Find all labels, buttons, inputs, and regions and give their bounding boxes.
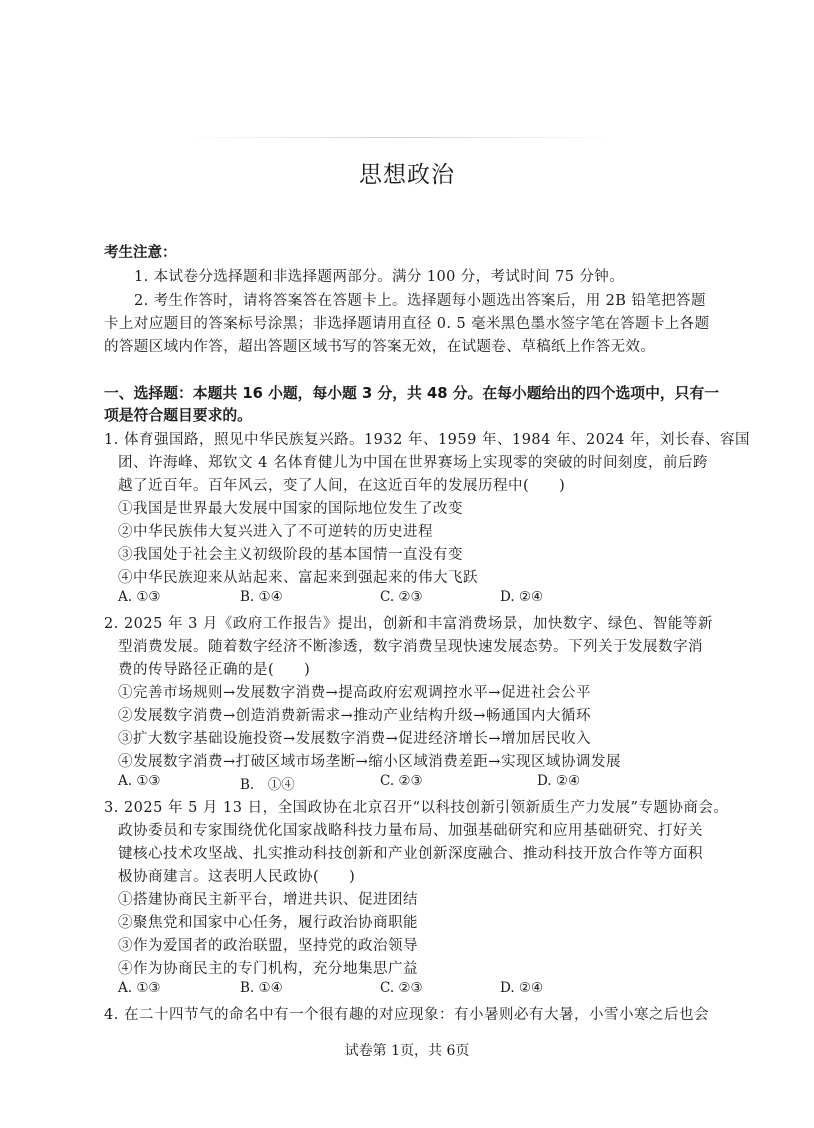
question-2-choice-b: B. ①④: [240, 777, 295, 793]
question-2-item: ③扩大数字基础设施投资→发展数字消费→促进经济增长→增加居民收入: [118, 731, 591, 747]
question-2-item: ①完善市场规则→发展数字消费→提高政府宏观调控水平→促进社会公平: [118, 685, 591, 701]
question-3-stem: 极协商建言。这表明人民政协( ): [118, 869, 356, 885]
question-3-item: ①搭建协商民主新平台，增进共识、促进团结: [118, 892, 418, 908]
question-1-choice-b: B. ①④: [240, 589, 283, 605]
question-1-choice-c: C. ②③: [380, 589, 423, 605]
question-2-item: ④发展数字消费→打破区域市场垄断→缩小区域消费差距→实现区域协调发展: [118, 754, 621, 770]
question-2-choice-a: A. ①③: [118, 773, 161, 789]
section-heading-cont: 项是符合题目要求的。: [104, 407, 252, 424]
section-heading: 一、选择题：本题共 16 小题，每小题 3 分，共 48 分。在每小题给出的四个选项中，只有一: [104, 385, 720, 402]
page-title: 思想政治: [359, 162, 455, 188]
notice-heading: 考生注意：: [104, 245, 177, 261]
question-4-stem: 4. 在二十四节气的命名中有一个很有趣的对应现象：有小暑则必有大暑，小雪小寒之后也会: [104, 1007, 709, 1023]
question-1-choice-d: D. ②④: [500, 589, 544, 605]
question-1-item: ③我国处于社会主义初级阶段的基本国情一直没有变: [118, 547, 463, 563]
question-3-choice-b: B. ①④: [240, 980, 283, 996]
notice-line: 1. 本试卷分选择题和非选择题两部分。满分 100 分，考试时间 75 分钟。: [134, 269, 625, 285]
question-2-choice-d: D. ②④: [537, 773, 581, 789]
question-1-choice-a: A. ①③: [118, 589, 161, 605]
question-3-stem: 3. 2025 年 5 月 13 日，全国政协在北京召开“以科技创新引领新质生产力发展”专题协商会。: [104, 800, 729, 816]
question-3-stem: 键核心技术攻坚战、扎实推动科技创新和产业创新深度融合、推动科技开放合作等方面积: [118, 846, 703, 862]
question-1-stem: 越了近百年。百年风云，变了人间，在这近百年的发展历程中( ): [118, 478, 566, 494]
notice-line: 的答题区域内作答，超出答题区域书写的答案无效，在试题卷、草稿纸上作答无效。: [104, 339, 656, 355]
question-3-stem: 政协委员和专家围绕优化国家战略科技力量布局、加强基础研究和应用基础研究、打好关: [118, 823, 703, 839]
question-2-stem: 费的传导路径正确的是( ): [118, 662, 311, 678]
question-1-stem: 团、许海峰、郑钦文 4 名体育健儿为中国在世界赛场上实现零的突破的时间刻度，前后跨: [118, 455, 708, 471]
notice-line: 2. 考生作答时，请将答案答在答题卡上。选择题每小题选出答案后，用 2B 铅笔把答题: [134, 293, 706, 309]
question-1-item: ④中华民族迎来从站起来、富起来到强起来的伟大飞跃: [118, 570, 478, 586]
question-3-item: ②聚焦党和国家中心任务，履行政治协商职能: [118, 915, 418, 931]
page-footer: 试卷第 1页，共 6页: [344, 1043, 470, 1059]
question-2-item: ②发展数字消费→创造消费新需求→推动产业结构升级→畅通国内大循环: [118, 708, 591, 724]
question-3-item: ③作为爱国者的政治联盟，坚持党的政治领导: [118, 938, 418, 954]
question-3-choice-c: C. ②③: [380, 980, 423, 996]
question-3-choice-d: D. ②④: [500, 980, 544, 996]
question-1-item: ①我国是世界最大发展中国家的国际地位发生了改变: [118, 501, 463, 517]
question-2-stem: 型消费发展。随着数字经济不断渗透，数字消费呈现快速发展态势。下列关于发展数字消: [118, 639, 703, 655]
question-1-stem: 1. 体育强国路，照见中华民族复兴路。1932 年、1959 年、1984 年、2024 年，刘长春、容国: [104, 432, 750, 448]
question-3-choice-a: A. ①③: [118, 980, 161, 996]
notice-line: 卡上对应题目的答案标号涂黑；非选择题请用直径 0. 5 毫米黑色墨水签字笔在答题卡上各题: [104, 316, 710, 332]
header-rule: [180, 137, 620, 138]
question-2-stem: 2. 2025 年 3 月《政府工作报告》提出，创新和丰富消费场景，加快数字、绿色、智能等新: [104, 616, 713, 632]
question-2-choice-c: C. ②③: [380, 773, 423, 789]
question-3-item: ④作为协商民主的专门机构，充分地集思广益: [118, 961, 418, 977]
question-1-item: ②中华民族伟大复兴进入了不可逆转的历史进程: [118, 524, 433, 540]
